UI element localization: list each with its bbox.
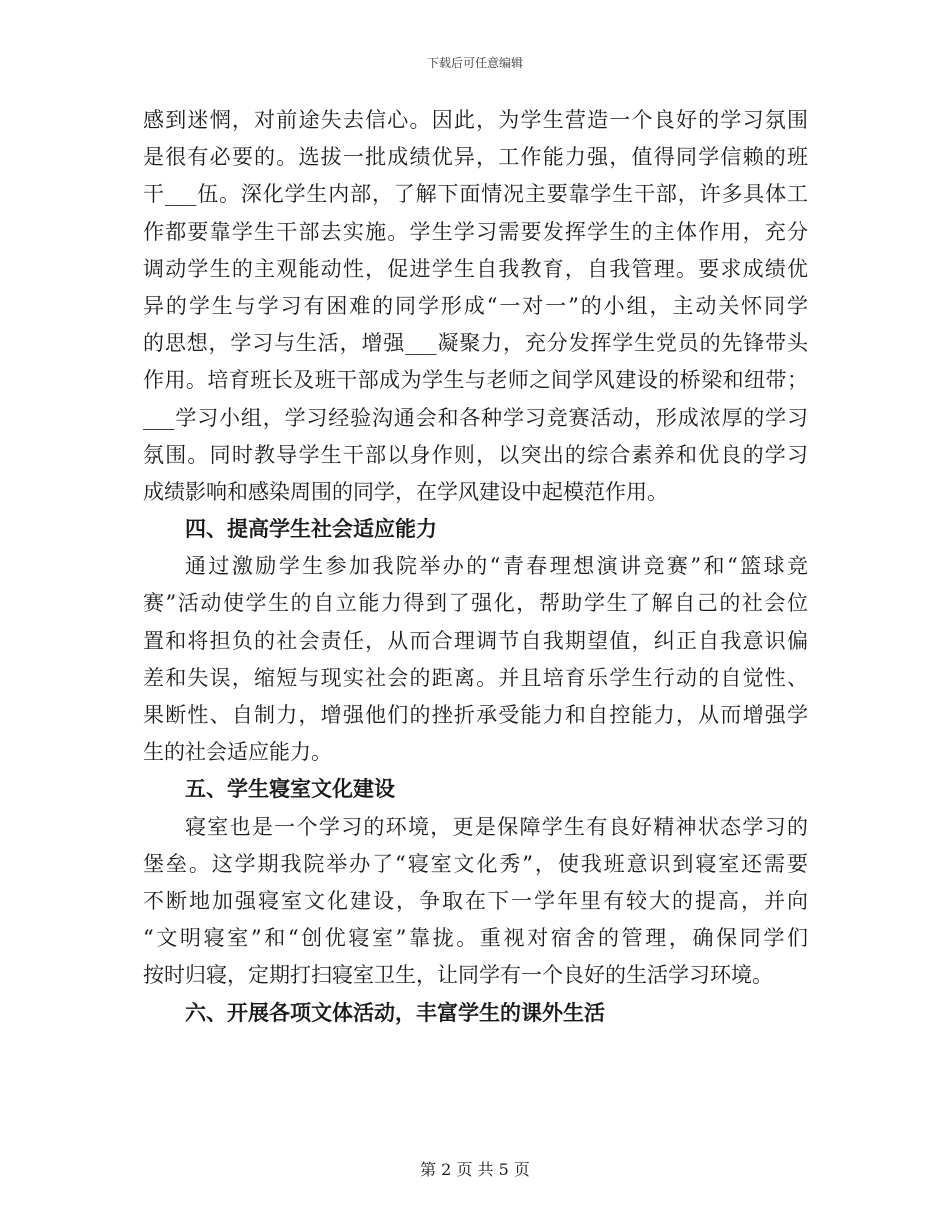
text-line: 堡垒。这学期我院举办了“寝室文化秀”，使我班意识到寝室还需要 xyxy=(143,851,808,876)
text-line: 生的社会适应能力。 xyxy=(143,740,332,765)
text-line: 果断性、自制力，增强他们的挫折承受能力和自控能力，从而增强学 xyxy=(143,703,808,727)
page-number: 第 2 页 共 5 页 xyxy=(420,1160,530,1179)
text-line: 通过激励学生参加我院举办的“青春理想演讲竞赛”和“篮球竞 xyxy=(185,554,808,579)
text-line: ___学习小组，学习经验沟通会和各种学习竞赛活动，形成浓厚的学习 xyxy=(143,405,808,430)
text-line: “文明寝室”和“创优寝室”靠拢。重视对宿舍的管理，确保同学们 xyxy=(143,926,808,951)
text-line: 感到迷惘，对前途失去信心。因此，为学生营造一个良好的学习氛围 xyxy=(143,108,808,132)
text-line: 差和失误，缩短与现实社会的距离。并且培育乐学生行动的自觉性、 xyxy=(143,665,808,690)
text-line: 的思想，学习与生活，增强___凝聚力，充分发挥学生党员的先锋带头 xyxy=(143,331,808,356)
text-line: 赛”活动使学生的自立能力得到了强化，帮助学生了解自己的社会位 xyxy=(143,591,808,616)
text-line: 作用。培育班长及班干部成为学生与老师之间学风建设的桥梁和纽带； xyxy=(143,368,808,393)
page-header: 下载后可任意编辑 xyxy=(426,56,523,70)
section-heading-dorm-culture: 五、学生寝室文化建设 xyxy=(185,777,395,802)
text-line: 置和将担负的社会责任，从而合理调节自我期望值，纠正自我意识偏 xyxy=(143,628,808,653)
document-body xyxy=(143,102,808,1032)
text-line: 是很有必要的。选拔一批成绩优异，工作能力强，值得同学信赖的班 xyxy=(143,145,808,170)
text-line: 作都要靠学生干部去实施。学生学习需要发挥学生的主体作用，充分 xyxy=(143,219,808,244)
section-heading-activities: 六、开展各项文体活动，丰富学生的课外生活 xyxy=(185,1000,605,1025)
section-heading-social-adaptability: 四、提高学生社会适应能力 xyxy=(185,517,437,542)
text-line: 成绩影响和感染周围的同学，在学风建设中起模范作用。 xyxy=(143,479,668,504)
paragraph-study-atmosphere xyxy=(143,102,808,511)
text-line: 干___伍。深化学生内部，了解下面情况主要靠学生干部，许多具体工 xyxy=(143,182,808,207)
text-line: 异的学生与学习有困难的同学形成“一对一”的小组，主动关怀同学 xyxy=(143,293,808,318)
text-line: 不断地加强寝室文化建设，争取在下一学年里有较大的提高，并向 xyxy=(143,888,808,913)
text-line: 寝室也是一个学习的环境，更是保障学生有良好精神状态学习的 xyxy=(185,814,808,839)
text-line: 调动学生的主观能动性，促进学生自我教育，自我管理。要求成绩优 xyxy=(143,256,808,281)
text-line: 按时归寝，定期打扫寝室卫生，让同学有一个良好的生活学习环境。 xyxy=(143,963,773,988)
text-line: 氛围。同时教导学生干部以身作则，以突出的综合素养和优良的学习 xyxy=(143,442,808,467)
paragraph-dorm-culture xyxy=(143,809,808,995)
paragraph-social-adaptability xyxy=(143,548,808,771)
